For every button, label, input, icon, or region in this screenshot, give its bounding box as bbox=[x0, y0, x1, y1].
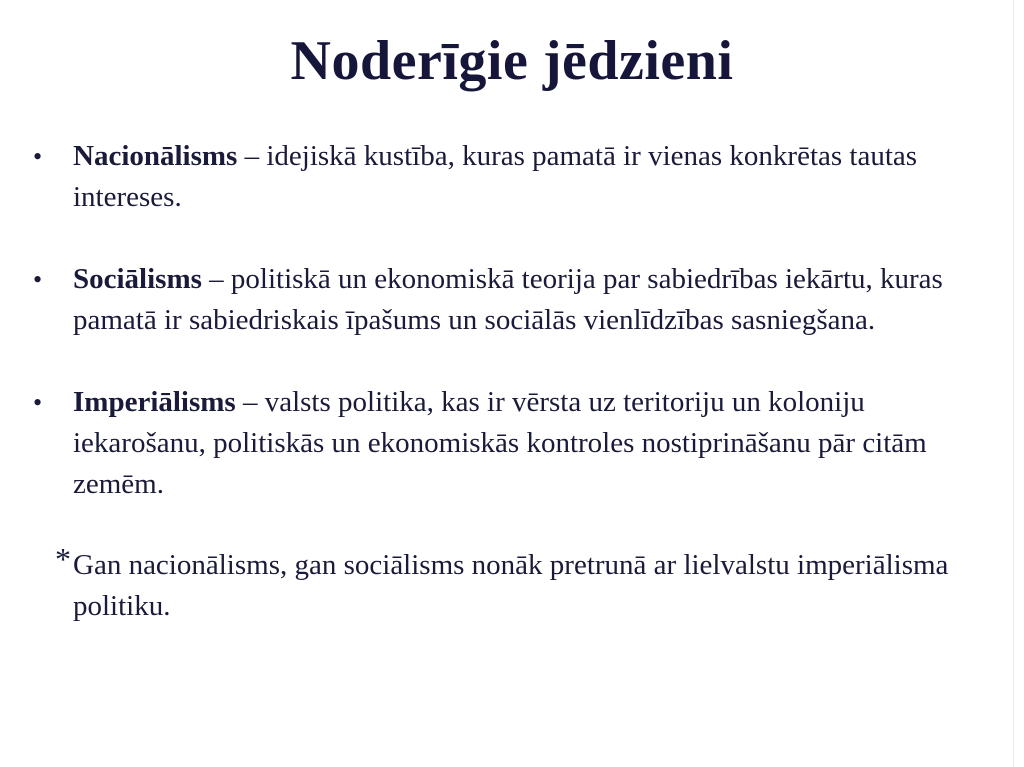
footnote-text: Gan nacionālisms, gan sociālisms nonāk pretrunā ar lielvalstu imperiālisma politiku. bbox=[73, 549, 949, 622]
bullet-dot-icon: • bbox=[33, 142, 43, 171]
slide-edge-divider bbox=[1013, 0, 1014, 767]
bullet-item-nationalism bbox=[30, 136, 970, 218]
asterisk-icon: * bbox=[55, 541, 71, 577]
bullet-definition: – valsts politika, kas ir vērsta uz teritoriju un koloniju iekarošanu, politiskās un ekonomiskās kontroles nostiprināšanu pār citām zemēm. bbox=[73, 386, 927, 500]
bullet-definition: – idejiskā kustība, kuras pamatā ir vienas konkrētas tautas intereses. bbox=[73, 140, 918, 213]
slide-title: Noderīgie jēdzieni bbox=[290, 30, 734, 92]
bullet-item-imperialism bbox=[30, 382, 970, 505]
bullet-dot-icon: • bbox=[33, 265, 43, 294]
footnote bbox=[30, 541, 970, 627]
slide-content bbox=[30, 136, 970, 627]
bullet-definition: – politiskā un ekonomiskā teorija par sabiedrības iekārtu, kuras pamatā ir sabiedriskais īpašums un sociālās vienlīdzības sasniegšana. bbox=[73, 263, 943, 336]
bullet-item-socialism bbox=[30, 259, 970, 341]
bullet-term: Nacionālisms bbox=[73, 140, 238, 172]
bullet-term: Sociālisms bbox=[73, 263, 202, 295]
bullet-dot-icon: • bbox=[33, 388, 43, 417]
bullet-term: Imperiālisms bbox=[73, 386, 236, 418]
